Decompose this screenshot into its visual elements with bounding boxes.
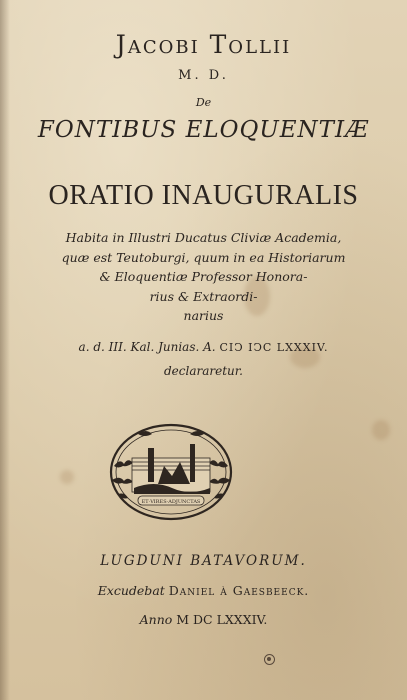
imprint-year (0, 612, 407, 627)
declared-line: declararetur. (163, 364, 243, 378)
author-name: Jacobi Tollii (115, 30, 292, 59)
date-year: CIↃ IↃC LXXXIV. (219, 341, 329, 354)
anno-year: M DC LXXXIV. (176, 612, 268, 627)
printer-device-vignette-icon (108, 422, 234, 522)
occasion-paragraph (0, 228, 407, 326)
occasion-line: Habita in Illustri Ducatus Cliviæ Academia, (65, 230, 342, 245)
foxing-stain (60, 470, 74, 484)
occasion-line: narius (183, 308, 224, 323)
occasion-line: & Eloquentiæ Professor Honora- (99, 269, 308, 284)
imprint-printer (0, 583, 407, 598)
oration-subject: FONTIBUS ELOQUENTIÆ (37, 117, 370, 143)
anno-label: Anno (139, 612, 173, 627)
occasion-line: quæ est Teutoburgi, quum in ea Historiarum (61, 249, 346, 265)
occasion-line: rius & Extraordi- (149, 288, 258, 304)
main-title: ORATIO INAUGURALIS (48, 180, 359, 211)
imprint-place: LUGDUNI BATAVORUM. (100, 553, 307, 569)
degree: M. D. (178, 68, 229, 83)
printer-prefix: Excudebat (97, 583, 165, 598)
printer-name: Daniel à Gaesbeeck. (168, 583, 310, 598)
library-stamp-icon (264, 654, 275, 665)
foxing-stain (372, 420, 390, 440)
preposition-de: De (195, 96, 212, 109)
vignette-motto: ET·VIRES·ADJUNCTAS (141, 499, 201, 505)
date-line (0, 340, 407, 354)
date-prefix: a. d. III. Kal. Junias. A. (78, 340, 216, 354)
